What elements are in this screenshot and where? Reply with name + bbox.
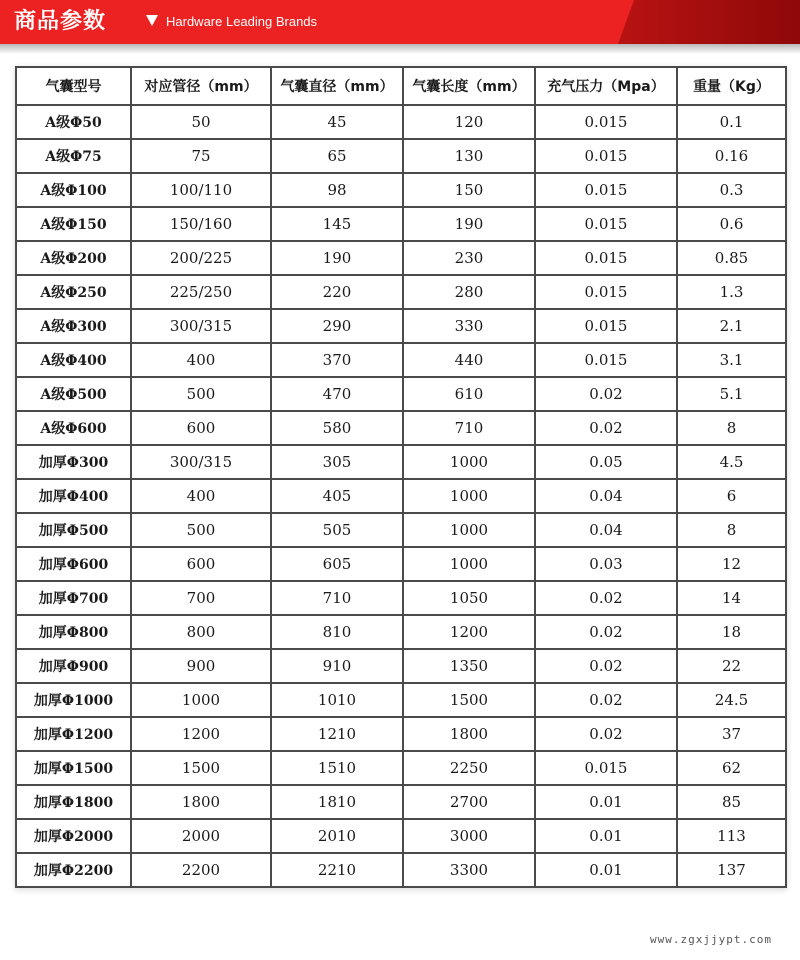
- cell-bag-length: 3000: [403, 819, 535, 853]
- header-banner-accent: [618, 0, 800, 44]
- cell-weight: 22: [677, 649, 786, 683]
- cell-model: 加厚Φ800: [16, 615, 131, 649]
- cell-bag-diameter: 505: [271, 513, 403, 547]
- cell-pressure: 0.02: [535, 683, 677, 717]
- cell-pipe-diameter: 100/110: [131, 173, 271, 207]
- cell-bag-diameter: 1010: [271, 683, 403, 717]
- spec-table: [15, 66, 787, 888]
- cell-weight: 62: [677, 751, 786, 785]
- cell-model: 加厚Φ400: [16, 479, 131, 513]
- cell-pressure: 0.03: [535, 547, 677, 581]
- table-row: [16, 411, 786, 445]
- cell-pressure: 0.01: [535, 853, 677, 887]
- table-row: [16, 785, 786, 819]
- cell-bag-length: 2700: [403, 785, 535, 819]
- cell-weight: 85: [677, 785, 786, 819]
- cell-pressure: 0.015: [535, 309, 677, 343]
- cell-pressure: 0.015: [535, 343, 677, 377]
- cell-bag-diameter: 910: [271, 649, 403, 683]
- cell-pipe-diameter: 150/160: [131, 207, 271, 241]
- cell-bag-length: 1000: [403, 513, 535, 547]
- cell-pipe-diameter: 500: [131, 513, 271, 547]
- table-row: [16, 275, 786, 309]
- cell-bag-length: 3300: [403, 853, 535, 887]
- cell-model: A级Φ600: [16, 411, 131, 445]
- cell-model: A级Φ250: [16, 275, 131, 309]
- table-row: [16, 547, 786, 581]
- cell-pipe-diameter: 1000: [131, 683, 271, 717]
- cell-pipe-diameter: 400: [131, 343, 271, 377]
- cell-pipe-diameter: 2200: [131, 853, 271, 887]
- cell-pipe-diameter: 75: [131, 139, 271, 173]
- cell-bag-diameter: 65: [271, 139, 403, 173]
- column-header-pressure: 充气压力（Mpa）: [535, 67, 677, 105]
- cell-weight: 37: [677, 717, 786, 751]
- cell-pressure: 0.02: [535, 377, 677, 411]
- table-row: [16, 173, 786, 207]
- cell-pressure: 0.015: [535, 751, 677, 785]
- cell-weight: 2.1: [677, 309, 786, 343]
- cell-bag-diameter: 405: [271, 479, 403, 513]
- cell-weight: 3.1: [677, 343, 786, 377]
- cell-pipe-diameter: 700: [131, 581, 271, 615]
- cell-bag-length: 1000: [403, 445, 535, 479]
- cell-weight: 8: [677, 411, 786, 445]
- cell-weight: 5.1: [677, 377, 786, 411]
- cell-pipe-diameter: 600: [131, 547, 271, 581]
- cell-pipe-diameter: 200/225: [131, 241, 271, 275]
- cell-bag-diameter: 1810: [271, 785, 403, 819]
- cell-pressure: 0.04: [535, 479, 677, 513]
- table-row: [16, 479, 786, 513]
- brand-tagline: Hardware Leading Brands: [166, 14, 318, 29]
- cell-bag-diameter: 580: [271, 411, 403, 445]
- cell-pipe-diameter: 1800: [131, 785, 271, 819]
- cell-bag-diameter: 710: [271, 581, 403, 615]
- cell-pressure: 0.02: [535, 581, 677, 615]
- table-row: [16, 343, 786, 377]
- cell-weight: 137: [677, 853, 786, 887]
- cell-pipe-diameter: 300/315: [131, 445, 271, 479]
- cell-bag-length: 1500: [403, 683, 535, 717]
- column-header-pipe-diameter: 对应管径（mm）: [131, 67, 271, 105]
- cell-weight: 6: [677, 479, 786, 513]
- cell-model: A级Φ500: [16, 377, 131, 411]
- cell-model: 加厚Φ500: [16, 513, 131, 547]
- column-header-weight: 重量（Kg）: [677, 67, 786, 105]
- cell-bag-diameter: 145: [271, 207, 403, 241]
- triangle-down-icon: [146, 15, 158, 26]
- cell-pipe-diameter: 400: [131, 479, 271, 513]
- cell-weight: 0.85: [677, 241, 786, 275]
- table-row: [16, 309, 786, 343]
- table-row: [16, 615, 786, 649]
- cell-pipe-diameter: 1500: [131, 751, 271, 785]
- cell-model: 加厚Φ900: [16, 649, 131, 683]
- cell-pressure: 0.015: [535, 105, 677, 139]
- table-row: [16, 819, 786, 853]
- cell-pressure: 0.015: [535, 275, 677, 309]
- cell-bag-diameter: 98: [271, 173, 403, 207]
- cell-weight: 4.5: [677, 445, 786, 479]
- cell-bag-length: 120: [403, 105, 535, 139]
- table-row: [16, 513, 786, 547]
- cell-pipe-diameter: 2000: [131, 819, 271, 853]
- table-row: [16, 105, 786, 139]
- cell-model: 加厚Φ1200: [16, 717, 131, 751]
- table-row: [16, 717, 786, 751]
- cell-model: 加厚Φ1800: [16, 785, 131, 819]
- cell-pipe-diameter: 50: [131, 105, 271, 139]
- table-row: [16, 241, 786, 275]
- cell-pressure: 0.02: [535, 615, 677, 649]
- cell-model: A级Φ400: [16, 343, 131, 377]
- cell-pressure: 0.015: [535, 139, 677, 173]
- column-header-model: 气囊型号: [16, 67, 131, 105]
- cell-bag-length: 1200: [403, 615, 535, 649]
- cell-bag-diameter: 1210: [271, 717, 403, 751]
- cell-pipe-diameter: 300/315: [131, 309, 271, 343]
- cell-pressure: 0.015: [535, 241, 677, 275]
- cell-model: A级Φ50: [16, 105, 131, 139]
- cell-pressure: 0.05: [535, 445, 677, 479]
- cell-weight: 24.5: [677, 683, 786, 717]
- cell-pipe-diameter: 600: [131, 411, 271, 445]
- table-row: [16, 853, 786, 887]
- cell-bag-length: 130: [403, 139, 535, 173]
- cell-model: 加厚Φ1000: [16, 683, 131, 717]
- cell-model: A级Φ150: [16, 207, 131, 241]
- cell-pressure: 0.02: [535, 717, 677, 751]
- cell-pressure: 0.015: [535, 207, 677, 241]
- cell-model: A级Φ200: [16, 241, 131, 275]
- cell-bag-length: 1050: [403, 581, 535, 615]
- cell-bag-diameter: 45: [271, 105, 403, 139]
- table-row: [16, 139, 786, 173]
- table-row: [16, 377, 786, 411]
- table-row: [16, 649, 786, 683]
- table-row: [16, 683, 786, 717]
- cell-bag-length: 2250: [403, 751, 535, 785]
- cell-weight: 12: [677, 547, 786, 581]
- cell-bag-length: 150: [403, 173, 535, 207]
- cell-model: 加厚Φ600: [16, 547, 131, 581]
- header-shadow: [0, 44, 800, 54]
- cell-pressure: 0.02: [535, 649, 677, 683]
- cell-bag-length: 230: [403, 241, 535, 275]
- table-row: [16, 207, 786, 241]
- cell-model: 加厚Φ2200: [16, 853, 131, 887]
- cell-bag-diameter: 220: [271, 275, 403, 309]
- cell-pipe-diameter: 225/250: [131, 275, 271, 309]
- cell-weight: 1.3: [677, 275, 786, 309]
- cell-model: 加厚Φ300: [16, 445, 131, 479]
- cell-model: 加厚Φ1500: [16, 751, 131, 785]
- cell-bag-length: 1800: [403, 717, 535, 751]
- cell-bag-diameter: 370: [271, 343, 403, 377]
- cell-weight: 0.1: [677, 105, 786, 139]
- page-title: 商品参数: [14, 9, 107, 34]
- cell-bag-diameter: 605: [271, 547, 403, 581]
- cell-pressure: 0.04: [535, 513, 677, 547]
- cell-weight: 0.16: [677, 139, 786, 173]
- cell-bag-length: 190: [403, 207, 535, 241]
- column-header-bag-length: 气囊长度（mm）: [403, 67, 535, 105]
- cell-bag-diameter: 2010: [271, 819, 403, 853]
- cell-pressure: 0.02: [535, 411, 677, 445]
- cell-bag-diameter: 290: [271, 309, 403, 343]
- cell-model: A级Φ75: [16, 139, 131, 173]
- cell-weight: 0.3: [677, 173, 786, 207]
- cell-bag-length: 1000: [403, 547, 535, 581]
- cell-pipe-diameter: 800: [131, 615, 271, 649]
- cell-weight: 0.6: [677, 207, 786, 241]
- cell-bag-length: 610: [403, 377, 535, 411]
- cell-weight: 113: [677, 819, 786, 853]
- cell-weight: 8: [677, 513, 786, 547]
- cell-pressure: 0.01: [535, 819, 677, 853]
- cell-weight: 18: [677, 615, 786, 649]
- table-header-row: [16, 67, 786, 105]
- watermark: www.zgxjjypt.com: [650, 933, 772, 946]
- column-header-bag-diameter: 气囊直径（mm）: [271, 67, 403, 105]
- cell-bag-diameter: 1510: [271, 751, 403, 785]
- cell-pipe-diameter: 900: [131, 649, 271, 683]
- cell-bag-length: 1000: [403, 479, 535, 513]
- cell-model: 加厚Φ2000: [16, 819, 131, 853]
- cell-bag-length: 710: [403, 411, 535, 445]
- cell-bag-length: 280: [403, 275, 535, 309]
- table-body: [16, 105, 786, 887]
- cell-bag-diameter: 305: [271, 445, 403, 479]
- cell-model: 加厚Φ700: [16, 581, 131, 615]
- cell-weight: 14: [677, 581, 786, 615]
- table-row: [16, 581, 786, 615]
- cell-model: A级Φ100: [16, 173, 131, 207]
- cell-bag-diameter: 2210: [271, 853, 403, 887]
- cell-bag-length: 440: [403, 343, 535, 377]
- cell-bag-diameter: 190: [271, 241, 403, 275]
- cell-pipe-diameter: 500: [131, 377, 271, 411]
- cell-pressure: 0.01: [535, 785, 677, 819]
- cell-bag-diameter: 810: [271, 615, 403, 649]
- cell-pressure: 0.015: [535, 173, 677, 207]
- cell-bag-length: 1350: [403, 649, 535, 683]
- cell-model: A级Φ300: [16, 309, 131, 343]
- table-row: [16, 751, 786, 785]
- cell-pipe-diameter: 1200: [131, 717, 271, 751]
- table-row: [16, 445, 786, 479]
- cell-bag-length: 330: [403, 309, 535, 343]
- cell-bag-diameter: 470: [271, 377, 403, 411]
